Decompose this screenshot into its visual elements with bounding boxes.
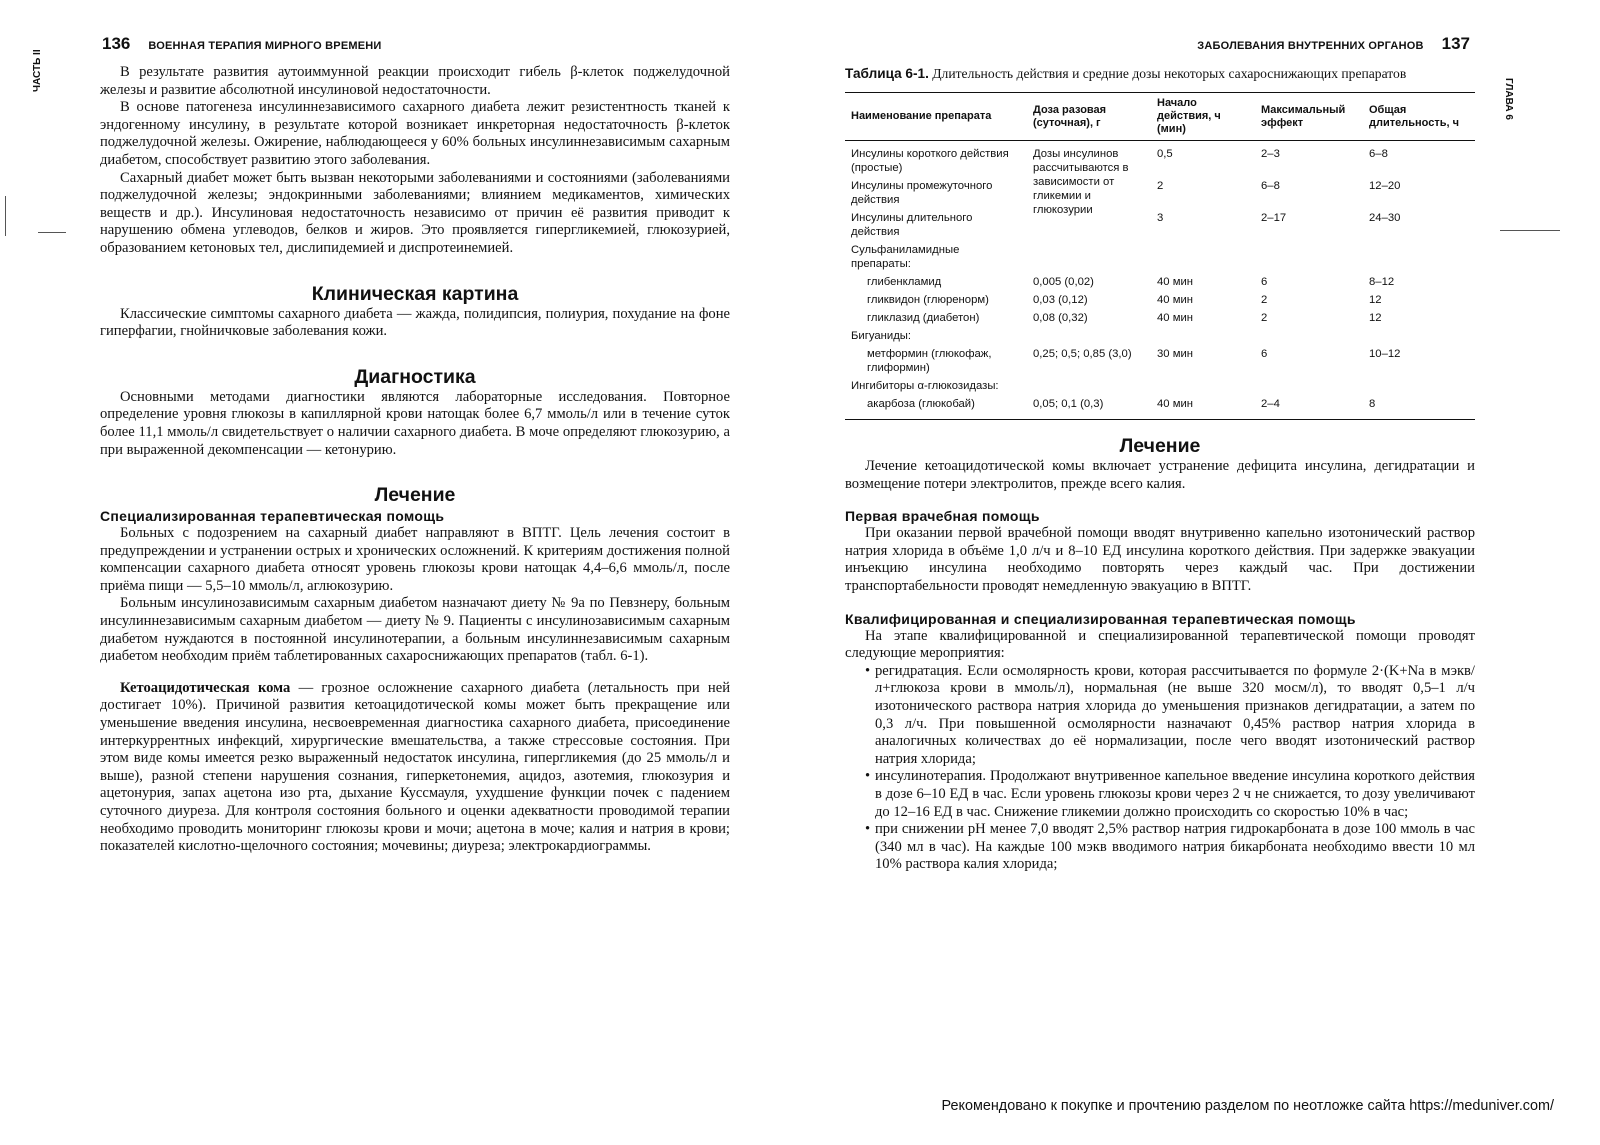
cell-drug-name: метформин (глюкофаж, глиформин) <box>867 348 992 374</box>
table-row <box>845 291 1475 309</box>
cell-total-duration: 12–20 <box>1369 180 1401 192</box>
paragraph: Основными методами диагностики являются лабораторные исследования. Повторное определение уровня глюкозы в капиллярной крови натощак более 6,7 ммоль/л или в течение суток более 11,1 ммоль/л свидетельствует о наличии сахарного диабета. В моче определяют глюкозурию, а при выраженной декомпенсации — кетонурию. <box>100 388 730 458</box>
section-heading-treatment: Лечение <box>374 484 456 507</box>
table-row <box>845 309 1475 327</box>
cell-group-name: Сульфаниламидные препараты: <box>851 244 960 270</box>
cell-dose: 0,03 (0,12) <box>1033 294 1088 306</box>
section-heading-treatment: Лечение <box>1119 435 1201 457</box>
running-head <box>102 34 732 58</box>
column-header: Общая длительность, ч <box>1363 93 1475 141</box>
paragraph: В результате развития аутоиммунной реакции происходит гибель β-клеток поджелудочной железы и развитие абсолютной инсулиновой недостаточности. <box>100 64 730 98</box>
cell-dose: 0,08 (0,32) <box>1033 312 1088 324</box>
list-item: • инсулинотерапия. Продолжают внутривенное капельное введение инсулина короткого действия в дозе 6–10 ЕД в час. Если уровень глюкозы крови через 2 ч не снижается, то дозу увеличивают до 12–16 ЕД в час. Снижение гликемии должно происходить со скоростью 10% в час; <box>865 768 1475 821</box>
running-head <box>800 34 1470 58</box>
cell-onset: 3 <box>1157 212 1164 224</box>
subsection-heading-first-aid: Первая врачебная помощь <box>845 508 1040 525</box>
left-page <box>0 0 790 1145</box>
right-column <box>845 64 1475 874</box>
cell-onset: 2 <box>1157 180 1164 192</box>
table-row <box>845 177 1475 209</box>
page-number: 137 <box>1441 34 1470 53</box>
cell-dose: 0,05; 0,1 (0,3) <box>1033 398 1104 410</box>
cell-total-duration: 24–30 <box>1369 212 1401 224</box>
ketoacidotic-coma-text: — грозное осложнение сахарного диабета (летальность при ней достигает 10%). Причиной развития кетоацидотической комы может быть прекращение или уменьшение введения инсулина, несвоевременная диагностика сахарного диабета, присоединение интеркуррентных инфекций, хирургические вмешательства, а также стрессовые состояния. При этом виде комы имеется резко выраженный недостаток инсулина, гипергликемия (до 25 ммоль/л и выше), разной степени нарушения сознания, гиперкетонемия, ацидоз, азотемия, глюкозурия и ацетонурия, запах ацетона изо рта, дыхание Куссмауля, ухудшение функции почек с падением суточного диуреза. Для контроля состояния больного и оценки адекватности проводимой терапии необходимо проводить мониторинг глюкозы крови и мочи; ацетона в моче; калия и натрия в крови; показателей кислотно-щелочного состояния; мочевины; диуреза; электрокардиограммы. <box>100 679 731 855</box>
cell-max-effect: 2–4 <box>1261 398 1280 410</box>
cell-onset: 40 мин <box>1157 276 1194 288</box>
paragraph: Классические симптомы сахарного диабета — жажда, полидипсия, полиурия, похудание на фоне гиперфагии, гнойничковые заболевания кожи. <box>100 305 730 340</box>
table-header-row <box>845 93 1475 141</box>
cell-drug-name: гликвидон (глюренорм) <box>867 294 989 306</box>
table-row <box>845 141 1475 178</box>
cell-total-duration: 12 <box>1369 312 1382 324</box>
running-title: ВОЕННАЯ ТЕРАПИЯ МИРНОГО ВРЕМЕНИ <box>148 40 382 52</box>
cell-dose: 0,005 (0,02) <box>1033 276 1094 288</box>
cell-drug-name: Инсулины длительного действия <box>851 212 973 238</box>
paragraph: Больных с подозрением на сахарный диабет направляют в ВПТГ. Цель лечения состоит в предупреждении и устранении острых и хронических осложнений. К критериям достижения полной компенсации сахарного диабета относят уровень глюкозы крови натощак 4,4–6,6 ммоль/л, после приёма пищи — 5,5–10 ммоль/л, аглюкозурию. <box>100 525 730 594</box>
cell-drug-name: глибенкламид <box>867 276 942 288</box>
column-header: Максимальный эффект <box>1255 93 1363 141</box>
cell-total-duration: 10–12 <box>1369 348 1401 360</box>
table-row <box>845 345 1475 377</box>
footer-recommendation: Рекомендовано к покупке и прочтению разделом по неотложке сайта https://meduniver.com/ <box>941 1098 1554 1114</box>
table-group-row <box>845 327 1475 345</box>
cell-drug-name: Инсулины короткого действия (простые) <box>851 148 1009 174</box>
cell-drug-name: Инсулины промежуточного действия <box>851 180 993 206</box>
page-edge-mark <box>5 196 6 236</box>
subsection-heading-specialized: Специализированная терапевтическая помощь <box>100 508 445 525</box>
column-header: Начало действия, ч (мин) <box>1151 93 1255 141</box>
term-ketoacidotic-coma: Кетоацидотическая кома <box>120 679 291 696</box>
cell-max-effect: 2 <box>1261 294 1268 306</box>
cell-total-duration: 8–12 <box>1369 276 1395 288</box>
cell-total-duration: 8 <box>1369 398 1376 410</box>
table-label: Таблица 6-1. <box>845 66 929 81</box>
cell-max-effect: 6 <box>1261 276 1268 288</box>
table-row <box>845 273 1475 291</box>
table-row <box>845 395 1475 420</box>
cell-onset: 30 мин <box>1157 348 1194 360</box>
paragraph-ketoacidotic-coma <box>100 680 730 856</box>
page-number: 136 <box>102 34 131 53</box>
cell-total-duration: 6–8 <box>1369 148 1388 160</box>
part-side-tab: ЧАСТЬ II <box>32 49 43 92</box>
chapter-side-tab: ГЛАВА 6 <box>1503 78 1514 120</box>
list-item: • при снижении pH менее 7,0 вводят 2,5% раствор натрия гидрокарбоната в дозе 100 ммоль в час (340 мл в час). На каждые 100 мэкв вводимого натрия бикарбоната необходимо ввести 10 мл 10% раствора калия хлорида; <box>865 821 1475 874</box>
paragraph: В основе патогенеза инсулиннезависимого сахарного диабета лежит резистентность тканей к эндогенному инсулину, в результате которой возникает инкреторная недостаточность β-клеток поджелудочной железы. Ожирение, наблюдающееся у 60% больных инсулиннезависимым сахарным диабетом, способствует развитию этого заболевания. <box>100 99 730 168</box>
section-heading-diagnostics: Диагностика <box>354 365 476 388</box>
cell-max-effect: 2–3 <box>1261 148 1280 160</box>
cell-group-name: Бигуаниды: <box>851 330 912 342</box>
table-caption-text: Длительность действия и средние дозы некоторых сахароснижающих препаратов <box>928 66 1407 81</box>
list-item: • регидратация. Если осмолярность крови, которая рассчитывается по формуле 2·(K+Na в мэкв/л+глюкоза крови в ммоль/л), нормальная (не выше 320 мосм/л), то вводят 0,5–1 л/ч изотонического раствора натрия хлорида до уменьшения признаков дегидратации, а затем по 0,3 л/ч. При повышенной осмолярности назначают 0,45% раствор натрия хлорида в аналогичных количествах до её нормализации, после чего вводят изотонический раствор натрия хлорида; <box>865 663 1475 769</box>
cell-insulin-dose-note: Дозы инсулинов рассчитываются в зависимости от гликемии и глюкозурии <box>1033 148 1129 216</box>
running-title: ЗАБОЛЕВАНИЯ ВНУТРЕННИХ ОРГАНОВ <box>1197 40 1424 52</box>
paragraph: На этапе квалифицированной и специализированной терапевтической помощи проводят следующие мероприятия: <box>845 627 1475 662</box>
page-edge-mark <box>1500 230 1560 231</box>
cell-onset: 40 мин <box>1157 294 1194 306</box>
paragraph: Сахарный диабет может быть вызван некоторыми заболеваниями и состояниями (заболеваниями поджелудочной железы; эндокринными заболеваниями; влиянием медикаментов, химических веществ и др.). Инсулиновая недостаточность независимо от причин её развития приводит к нарушению обмена углеводов, белков и жиров. Это проявляется гипергликемией, глюкозурией, образованием кетоновых тел, дислипидемией и диспротеинемией. <box>100 169 730 256</box>
page-edge-mark <box>38 232 66 233</box>
cell-onset: 0,5 <box>1157 148 1173 160</box>
drug-table <box>845 92 1475 420</box>
table-group-row <box>845 377 1475 395</box>
cell-dose: 0,25; 0,5; 0,85 (3,0) <box>1033 348 1132 360</box>
column-header: Доза разовая (суточная), г <box>1027 93 1151 141</box>
cell-max-effect: 2 <box>1261 312 1268 324</box>
cell-total-duration: 12 <box>1369 294 1382 306</box>
paragraph: Больным инсулинозависимым сахарным диабетом назначают диету № 9а по Певзнеру, больным инсулиннезависимым сахарным диабетом — диету № 9. Пациенты с инсулинозависимым сахарным диабетом нуждаются в постоянной инсулинотерапии, а больным инсулиннезависимым сахарным диабетом необходим приём таблетированных сахароснижающих препаратов (табл. 6-1). <box>100 595 730 665</box>
section-heading-clinical: Клиническая картина <box>311 282 519 305</box>
right-page <box>800 0 1600 1145</box>
cell-max-effect: 2–17 <box>1261 212 1287 224</box>
cell-group-name: Ингибиторы α-глюкозидазы: <box>851 380 999 392</box>
paragraph: При оказании первой врачебной помощи вводят внутривенно капельно изотонический раствор натрия хлорида в объёме 1,0 л/ч и 8–10 ЕД инсулина короткого действия. При задержке эвакуации инъекцию инсулина необходимо повторять через каждый час. При достижении транспортабельности проводят немедленную эвакуацию в ВПТГ. <box>845 525 1475 594</box>
table-caption <box>845 66 1475 82</box>
cell-drug-name: акарбоза (глюкобай) <box>867 398 975 410</box>
cell-max-effect: 6–8 <box>1261 180 1280 192</box>
table-group-row <box>845 241 1475 273</box>
subsection-heading-qualified: Квалифицированная и специализированная терапевтическая помощь <box>845 610 1356 627</box>
paragraph: Лечение кетоацидотической комы включает устранение дефицита инсулина, дегидратации и возмещение потери электролитов, прежде всего калия. <box>845 458 1475 492</box>
measures-list <box>845 663 1475 874</box>
left-column <box>100 64 730 856</box>
cell-drug-name: гликлазид (диабетон) <box>867 312 980 324</box>
cell-onset: 40 мин <box>1157 398 1194 410</box>
column-header: Наименование препарата <box>845 93 1027 141</box>
cell-max-effect: 6 <box>1261 348 1268 360</box>
cell-onset: 40 мин <box>1157 312 1194 324</box>
table-row <box>845 209 1475 241</box>
